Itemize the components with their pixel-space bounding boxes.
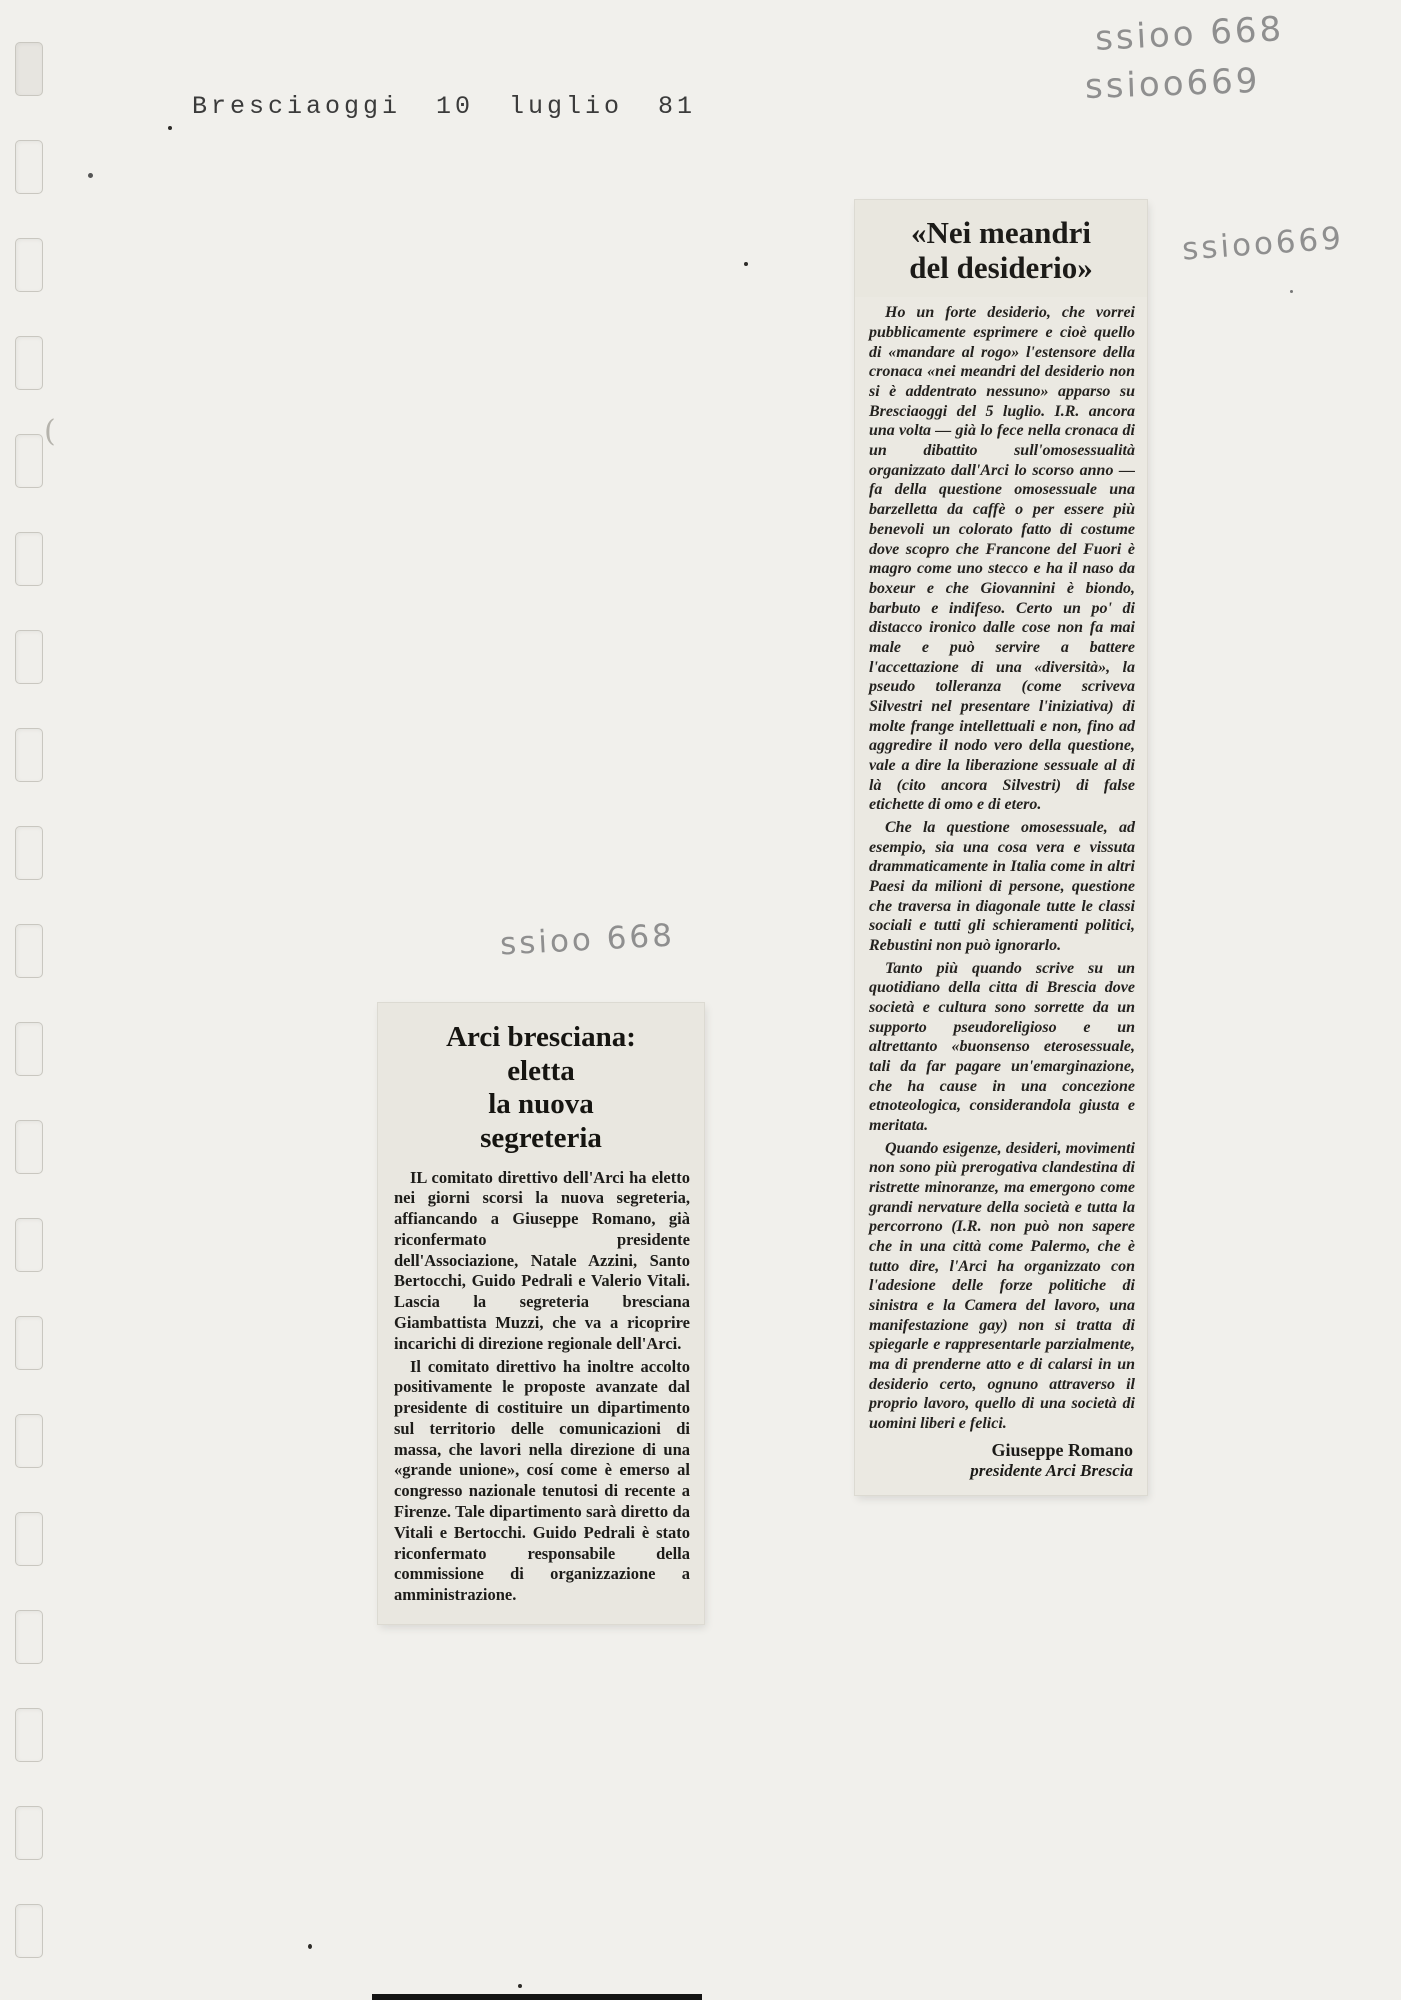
scan-speck	[1290, 290, 1293, 293]
binding-hole	[15, 1120, 43, 1174]
article-paragraph: Che la questione omosessuale, ad esempio, sia una cosa vera e vissuta drammaticamente in Italia come in altri Paesi da milioni di persone, questione che traversa in diagonale tutte le classi sociali e tutti gli schieramenti politici, Rebustini non può ignorarlo.	[869, 818, 1135, 954]
scan-speck	[88, 173, 93, 178]
clipping-nei-meandri	[855, 200, 1147, 1495]
binding-hole	[15, 1610, 43, 1664]
binding-hole	[15, 728, 43, 782]
handwritten-code-left-article: ssioo 668	[499, 917, 676, 963]
article-body-nei-meandri	[855, 297, 1147, 1435]
binding-hole	[15, 434, 43, 488]
binding-hole	[15, 826, 43, 880]
binding-hole	[15, 238, 43, 292]
scan-speck	[744, 262, 748, 266]
article-title-line: segreteria	[480, 1121, 602, 1154]
clipping-arci-bresciana	[378, 1003, 704, 1624]
scan-speck	[518, 1984, 522, 1988]
article-title-line: «Nei meandri	[911, 215, 1091, 250]
binding-hole	[15, 1316, 43, 1370]
binding-hole	[15, 1022, 43, 1076]
stray-pencil-mark: (	[44, 414, 56, 449]
article-title-arci-bresciana	[378, 1003, 704, 1168]
binding-hole	[15, 42, 43, 96]
page-header-date: Bresciaoggi 10 luglio 81	[192, 92, 697, 121]
binding-hole	[15, 1218, 43, 1272]
binding-hole	[15, 336, 43, 390]
article-title-line: Arci bresciana:	[446, 1021, 636, 1053]
article-paragraph: Quando esigenze, desideri, movimenti non sono più prerogativa clandestina di ristrette minoranze, ma emergono come grandi nervature della società e tutta la percorrono (I.R. non può non sapere che in una città come Palermo, che è tutto dire, l'Arci ha organizzato con l'adesione delle forze politiche di sinistra e la Camera del lavoro, una manifestazione gay) non si tratta di spiegarle e rappresentarle parzialmente, ma di prenderne atto e di calarsi in un desiderio certo, ognuno attraverso il proprio lavoro, quello di una società di uomini liberi e felici.	[869, 1139, 1135, 1433]
article-title-nei-meandri	[855, 200, 1147, 297]
binding-hole	[15, 140, 43, 194]
signature-role: presidente Arci Brescia	[970, 1460, 1133, 1480]
binding-hole	[15, 1414, 43, 1468]
scan-speck	[308, 1944, 312, 1949]
article-title-line: la nuova	[488, 1088, 594, 1121]
signature-name: Giuseppe Romano	[991, 1439, 1133, 1460]
scan-speck	[168, 126, 172, 130]
handwritten-code-top-1: ssioo 668	[1094, 9, 1286, 59]
handwritten-code-top-2: ssioo669	[1084, 60, 1262, 108]
binding-hole-column	[15, 42, 43, 2000]
binding-hole	[15, 924, 43, 978]
binding-hole	[15, 1708, 43, 1762]
scan-artifact-bar	[372, 1994, 702, 2000]
article-paragraph: Il comitato direttivo ha inoltre accolto positivamente le proposte avanzate dal presidente di costituire un dipartimento sul territorio delle comunicazioni di massa, che lavori nella direzione di una «grande unione», cosí come è emerso al congresso nazionale tenutosi di recente a Firenze. Tale dipartimento sarà diretto da Vitali e Bertocchi. Guido Pedrali è stato riconfermato responsabile della commissione di organizzazione a amministrazione.	[394, 1356, 690, 1605]
article-title-line: del desiderio»	[909, 249, 1093, 285]
article-paragraph: IL comitato direttivo dell'Arci ha eletto nei giorni scorsi la nuova segreteria, affiancando a Giuseppe Romano, già riconfermato presidente dell'Associazione, Natale Azzini, Santo Bertocchi, Guido Pedrali e Valerio Vitali. Lascia la segreteria bresciana Giambattista Muzzi, che va a ricoprire incarichi di direzione regionale dell'Arci.	[394, 1167, 690, 1353]
handwritten-code-right-article: ssioo669	[1180, 220, 1346, 268]
article-paragraph: Tanto più quando scrive su un quotidiano della citta di Brescia dove società e cultura sono sorrette da un supporto pseudoreligioso e un altrettanto «buonsenso eterosessuale, tali da far pagare un'emarginazione, che ha cause in una concezione etnoteologica, considerandola giusta e meritata.	[869, 959, 1135, 1134]
article-title-line: eletta	[507, 1054, 575, 1087]
article-paragraph: Ho un forte desiderio, che vorrei pubblicamente esprimere e cioè quello di «mandare al rogo» l'estensore della cronaca «nei meandri del desiderio non si è addentrato nessuno» apparso su Bresciaoggi del 5 luglio. I.R. ancora una volta — già lo fece nella cronaca di un dibattito sull'omosessualità organizzato dall'Arci lo scorso anno — fa della questione omosessuale una barzelletta da caffè o per essere più benevoli un colorato fatto di costume dove scopro che Francone del Fuori è magro come uno stecco e ha il naso da boxeur e che Giovannini è biondo, barbuto e indifeso. Certo un po' di distacco ironico dalle cose non fa mai male e può servire a battere l'accettazione di una «diversità», la pseudo tolleranza (come scriveva Silvestri nel presentare l'iniziativa) di molte frange intellettuali e non, fino ad aggredire il nodo vero della questione, vale a dire la liberazione sessuale al di là (cito ancora Silvestri) di false etichette di omo e di etero.	[869, 304, 1135, 814]
binding-hole	[15, 1806, 43, 1860]
binding-hole	[15, 1904, 43, 1958]
article-signature	[855, 1436, 1147, 1481]
binding-hole	[15, 532, 43, 586]
binding-hole	[15, 1512, 43, 1566]
article-body-arci-bresciana	[378, 1168, 704, 1606]
binding-hole	[15, 630, 43, 684]
